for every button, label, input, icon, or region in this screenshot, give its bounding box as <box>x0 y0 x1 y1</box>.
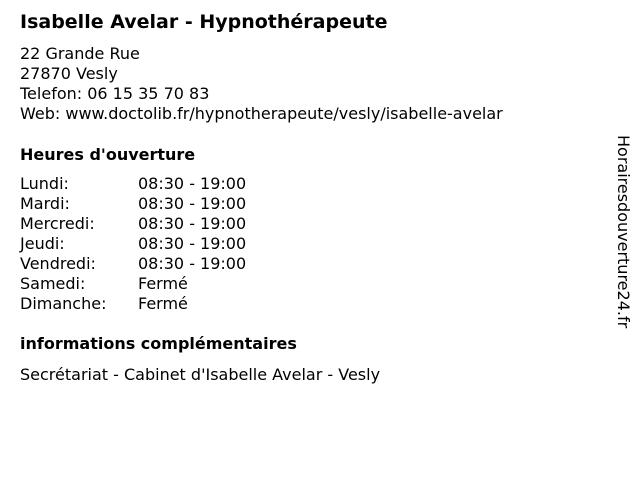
address-city: 27870 Vesly <box>20 64 118 83</box>
hours-day: Mardi: <box>20 194 70 213</box>
site-watermark: Horairesdouverture24.fr <box>614 135 633 329</box>
info-title: informations complémentaires <box>20 334 297 353</box>
address-block <box>20 44 503 124</box>
hours-time: Fermé <box>138 274 188 293</box>
page-title: Isabelle Avelar - Hypnothérapeute <box>20 11 388 33</box>
hours-day: Lundi: <box>20 174 69 193</box>
info-text: Secrétariat - Cabinet d'Isabelle Avelar - Vesly <box>20 365 381 384</box>
address-street: 22 Grande Rue <box>20 44 140 63</box>
hours-time: Fermé <box>138 294 188 313</box>
address-web: Web: www.doctolib.fr/hypnotherapeute/vesly/isabelle-avelar <box>20 104 503 123</box>
hours-time: 08:30 - 19:00 <box>138 214 247 233</box>
hours-day: Mercredi: <box>20 214 95 233</box>
hours-time: 08:30 - 19:00 <box>138 234 247 253</box>
hours-time: 08:30 - 19:00 <box>138 194 247 213</box>
hours-time: 08:30 - 19:00 <box>138 254 247 273</box>
hours-day: Samedi: <box>20 274 86 293</box>
hours-title: Heures d'ouverture <box>20 145 196 164</box>
address-phone: Telefon: 06 15 35 70 83 <box>20 84 210 103</box>
hours-time: 08:30 - 19:00 <box>138 174 247 193</box>
hours-day: Dimanche: <box>20 294 107 313</box>
hours-day: Vendredi: <box>20 254 96 273</box>
hours-day: Jeudi: <box>20 234 65 253</box>
